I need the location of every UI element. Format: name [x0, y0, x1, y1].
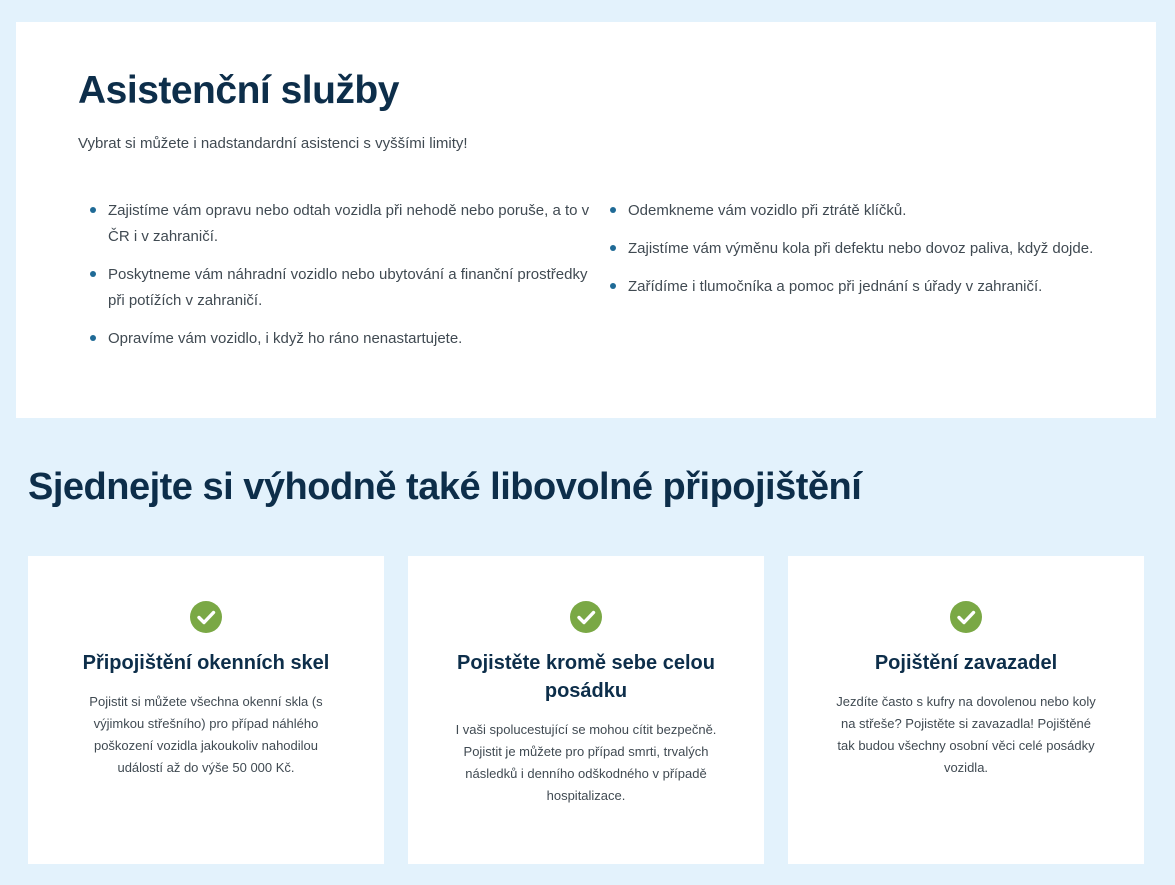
bullet-icon	[90, 335, 96, 341]
card-text: Jezdíte často s kufry na dovolenou nebo koly na střeše? Pojistěte si zavazadla! Pojištěné tak budou všechny osobní věci celé posádky vozidla.	[836, 694, 1096, 775]
list-item: Zařídíme i tlumočníka a pomoc při jednání s úřady v zahraničí.	[610, 274, 1110, 300]
card-title: Pojištění zavazadel	[874, 652, 1058, 674]
list-item: Zajistíme vám opravu nebo odtah vozidla při nehodě nebo poruše, a to v ČR i v zahraničí.	[90, 198, 590, 250]
check-circle-icon	[570, 601, 602, 633]
card-title: Pojistěte kromě sebe celou posádku	[457, 652, 715, 702]
list-item: Opravíme vám vozidlo, i když ho ráno nenastartujete.	[90, 326, 590, 352]
check-circle-icon	[190, 601, 222, 633]
bullet-icon	[610, 245, 616, 251]
assistance-section	[16, 22, 1156, 418]
list-item: Zajistíme vám výměnu kola při defektu nebo dovoz paliva, když dojde.	[610, 236, 1110, 262]
bullet-icon	[610, 207, 616, 213]
assistance-list-left	[90, 198, 590, 364]
assistance-list-right	[610, 198, 1110, 312]
card-crew-insurance	[408, 556, 764, 864]
assistance-title: Asistenční služby	[78, 69, 399, 112]
assistance-subtitle: Vybrat si můžete i nadstandardní asistenci s vyššími limity!	[78, 135, 468, 152]
bullet-icon	[90, 271, 96, 277]
list-item: Poskytneme vám náhradní vozidlo nebo ubytování a finanční prostředky při potížích v zahraničí.	[90, 262, 590, 314]
extras-title: Sjednejte si výhodně také libovolné připojištění	[28, 466, 862, 508]
card-text: Pojistit si můžete všechna okenní skla (s výjimkou střešního) pro případ náhlého poškození vozidla jakoukoliv nahodilou událostí až do výše 50 000 Kč.	[89, 694, 323, 775]
list-item: Odemkneme vám vozidlo při ztrátě klíčků.	[610, 198, 1110, 224]
card-window-insurance	[28, 556, 384, 864]
card-text: I vaši spolucestující se mohou cítit bezpečně. Pojistit je můžete pro případ smrti, trvalých následků i denního odškodného v případě hospitalizace.	[455, 722, 717, 803]
bullet-icon	[610, 283, 616, 289]
card-luggage-insurance	[788, 556, 1144, 864]
card-title: Připojištění okenních skel	[82, 652, 330, 674]
bullet-icon	[90, 207, 96, 213]
check-circle-icon	[950, 601, 982, 633]
